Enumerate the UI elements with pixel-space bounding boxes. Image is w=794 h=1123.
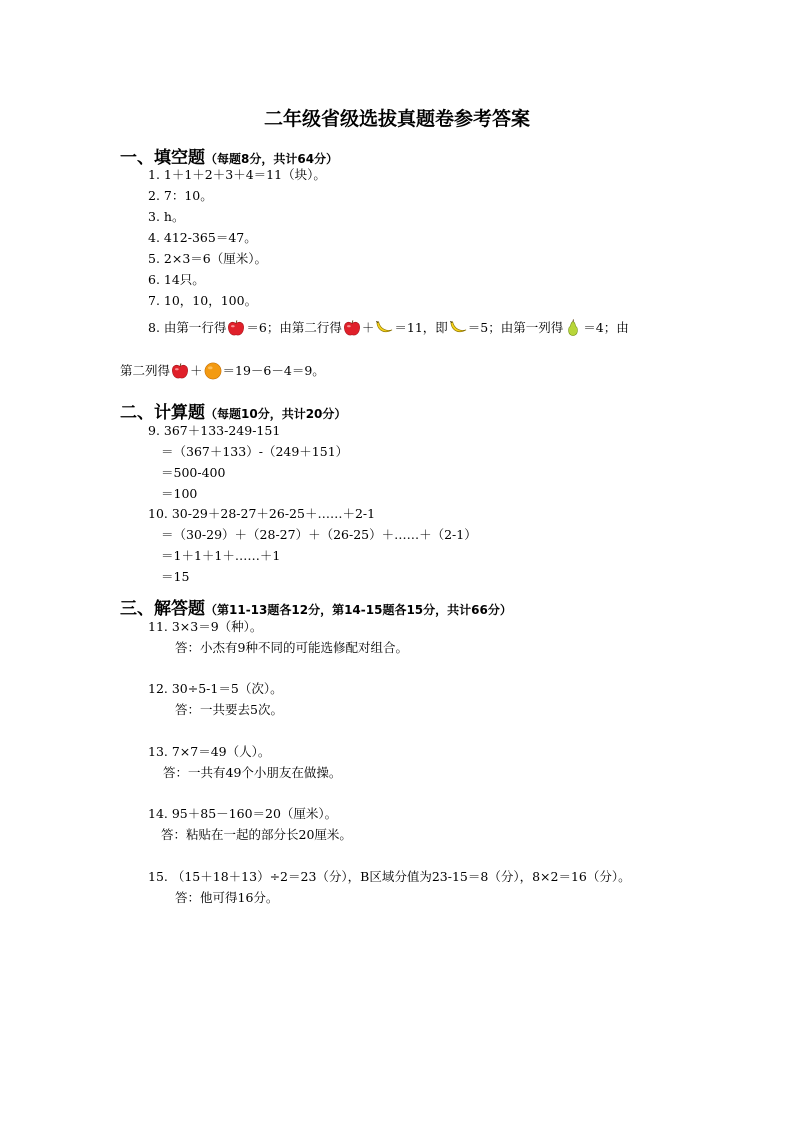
q8-text: ＋	[361, 320, 375, 335]
question-12: 12. 30÷5-1＝5（次）。	[148, 681, 283, 696]
q8-text: ＝4；由	[583, 320, 629, 335]
question-11: 11. 3×3＝9（种）。	[148, 619, 263, 634]
apple-icon	[343, 319, 361, 337]
q8-text: ＝5；由第一列得	[467, 320, 564, 335]
section-note: （每题8分，共计64分）	[205, 152, 339, 166]
q8-text: ＝6；由第二行得	[246, 320, 342, 335]
section-calc-heading	[120, 398, 346, 423]
calc-line: ＝1＋1＋1＋……＋1	[161, 548, 281, 563]
answer-7: 7. 10，10，100。	[148, 293, 258, 308]
section-title: 二、计算题	[120, 403, 205, 423]
answer-4: 4. 412-365＝47。	[148, 230, 257, 245]
q8-text: ＋	[190, 363, 203, 378]
answer-2: 2. 7：10。	[148, 188, 213, 203]
answer-8-line-2	[120, 362, 325, 380]
answer-5: 5. 2×3＝6（厘米）。	[148, 251, 267, 266]
question-13: 13. 7×7＝49（人）。	[148, 744, 271, 759]
banana-icon	[375, 319, 393, 337]
section-fill-heading	[120, 143, 338, 168]
answer-12: 答：一共要去5次。	[175, 702, 283, 717]
section-note: （每题10分，共计20分）	[205, 407, 347, 421]
answer-3: 3. h。	[148, 209, 185, 224]
calc-line: ＝（367＋133）-（249＋151）	[161, 444, 349, 459]
answer-13: 答：一共有49个小朋友在做操。	[163, 765, 342, 780]
pear-icon	[564, 319, 582, 337]
page-title: 二年级省级选拔真题卷参考答案	[263, 108, 530, 130]
q8-text: 第二列得	[120, 363, 171, 378]
q8-text: ＝19－6－4＝9。	[222, 363, 325, 378]
calc-line: 10. 30-29＋28-27＋26-25＋……＋2-1	[148, 506, 376, 521]
calc-line: ＝（30-29）＋（28-27）＋（26-25）＋……＋（2-1）	[161, 527, 477, 542]
apple-icon	[171, 362, 189, 380]
answer-11: 答：小杰有9种不同的可能选修配对组合。	[175, 640, 408, 655]
q8-text: 8. 由第一行得	[148, 320, 227, 335]
section-note: （第11-13题各12分，第14-15题各15分，共计66分）	[205, 603, 512, 617]
answer-14: 答：粘贴在一起的部分长20厘米。	[161, 827, 352, 842]
section-solve-heading	[120, 594, 512, 619]
orange-icon	[204, 362, 222, 380]
answer-8-line-1	[148, 319, 629, 337]
q8-text: ＝11，即	[394, 320, 448, 335]
calc-line: ＝100	[161, 486, 198, 501]
answer-6: 6. 14只。	[148, 272, 205, 287]
banana-icon	[449, 319, 467, 337]
answer-15: 答：他可得16分。	[175, 890, 279, 905]
question-14: 14. 95＋85－160＝20（厘米）。	[148, 806, 338, 821]
answer-1: 1. 1＋1＋2＋3＋4＝11（块）。	[148, 167, 326, 182]
question-15: 15. （15＋18＋13）÷2＝23（分），B区域分值为23-15＝8（分），8×2＝16（分）。	[148, 869, 631, 884]
section-title: 一、填空题	[120, 148, 205, 168]
calc-line: 9. 367＋133-249-151	[148, 423, 281, 438]
calc-line: ＝15	[161, 569, 190, 584]
section-title: 三、解答题	[120, 599, 205, 619]
calc-line: ＝500-400	[161, 465, 226, 480]
apple-icon	[227, 319, 245, 337]
